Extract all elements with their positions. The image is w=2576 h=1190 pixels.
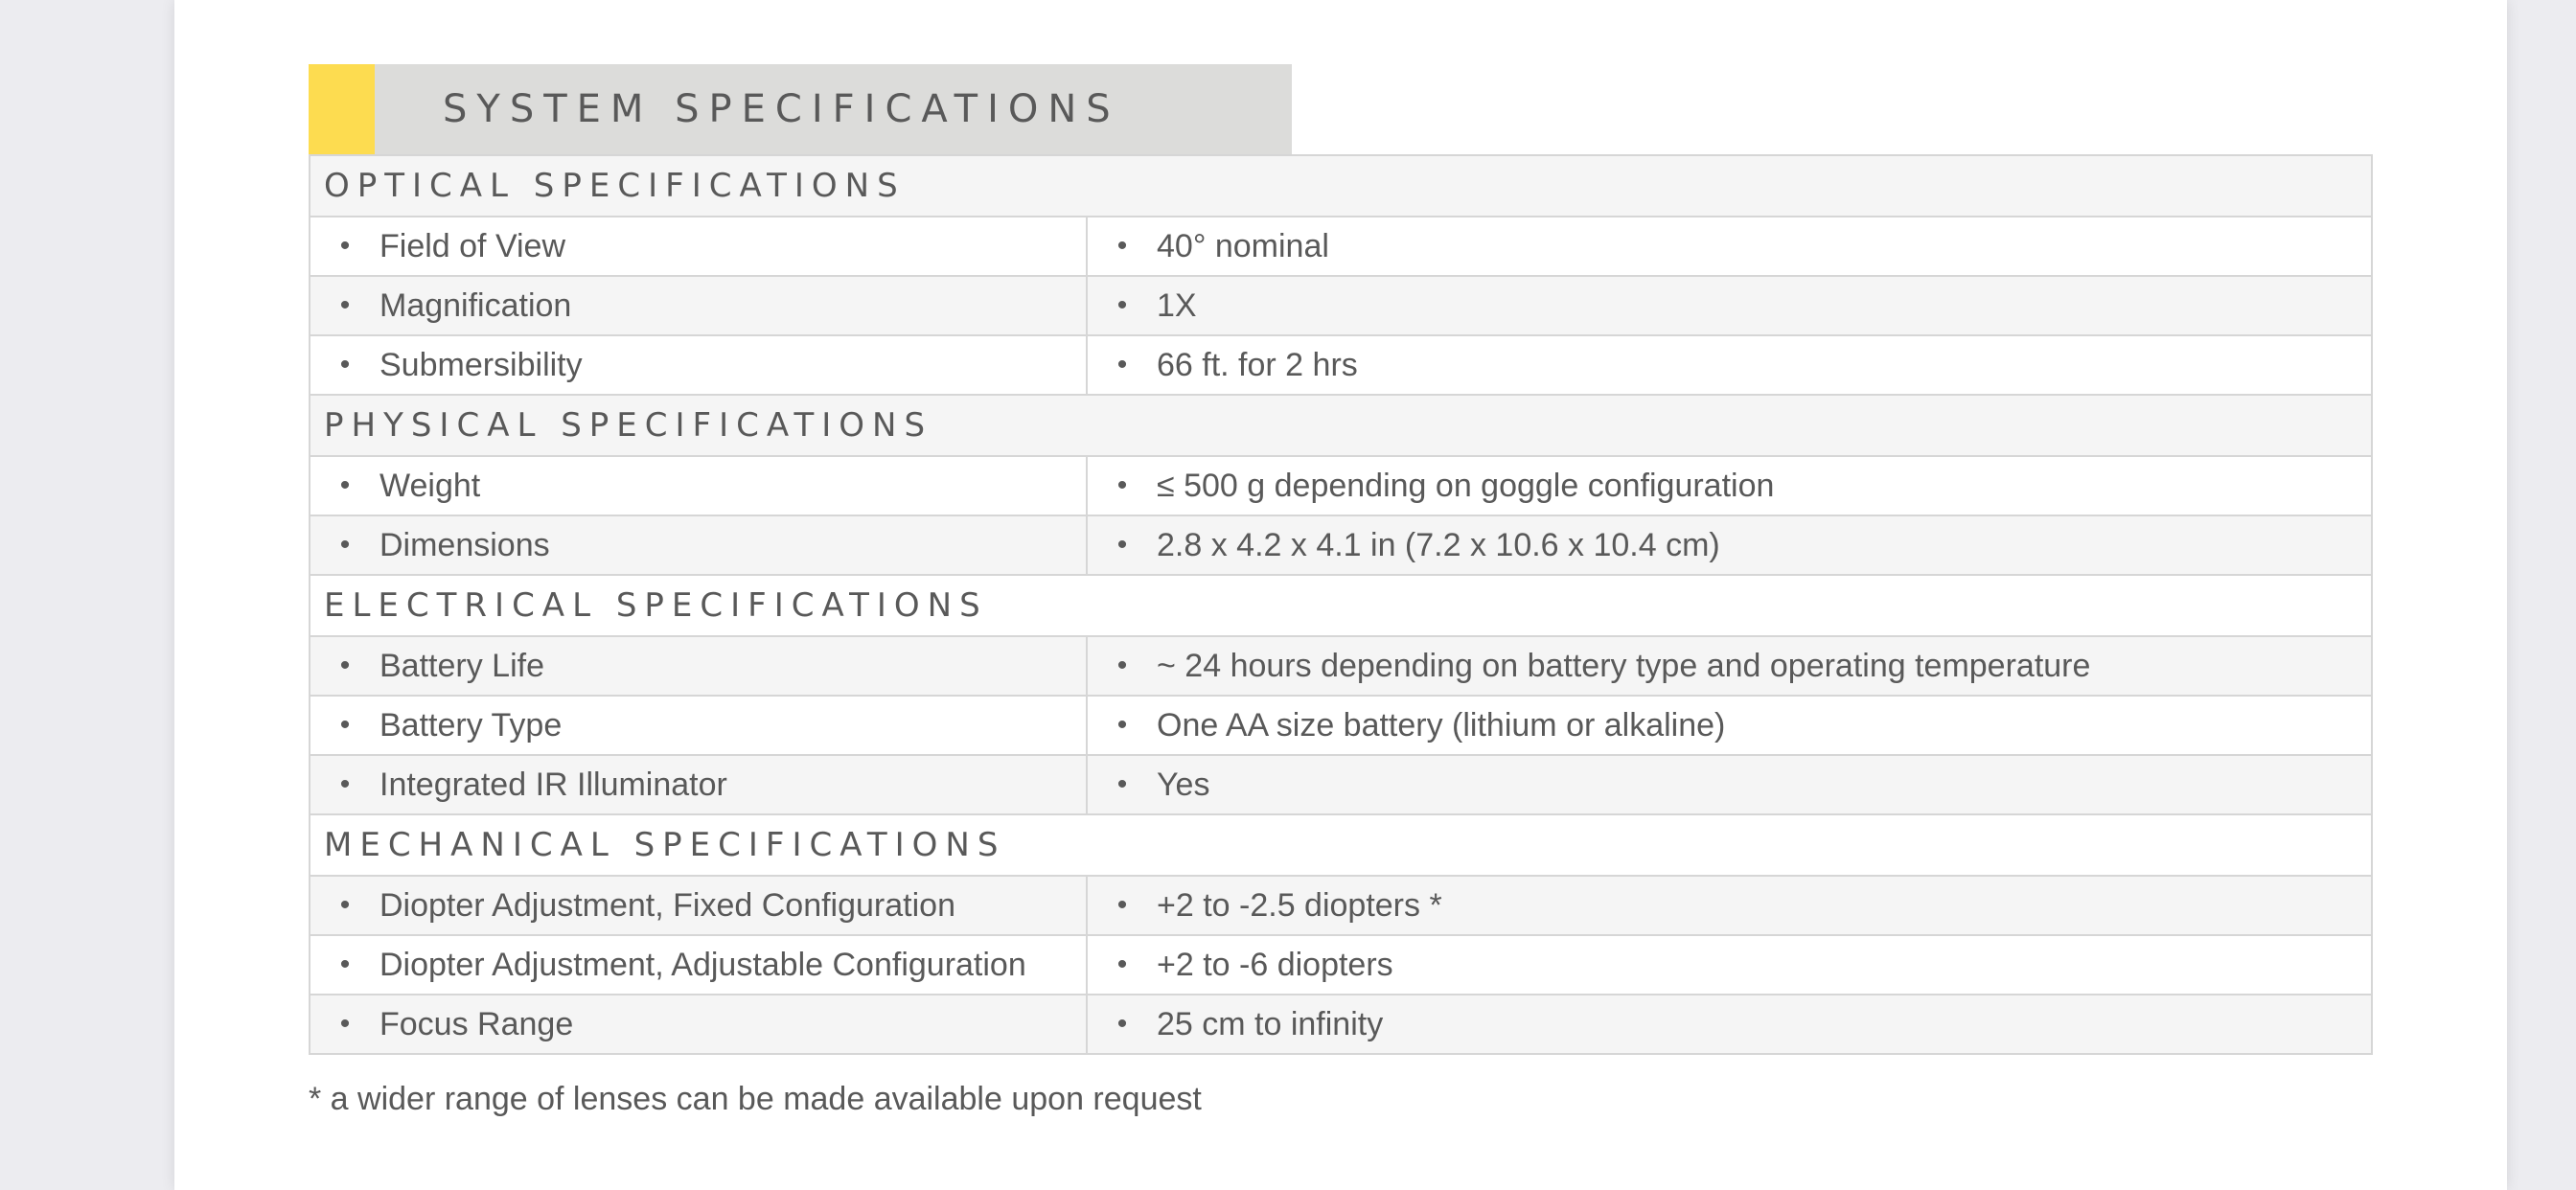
table-row	[310, 995, 2372, 1054]
bullet-icon: •	[1116, 889, 1128, 921]
section-heading-electrical: ELECTRICAL SPECIFICATIONS	[310, 575, 2372, 636]
table-row	[310, 217, 2372, 276]
spec-value: 2.8 x 4.2 x 4.1 in (7.2 x 10.6 x 10.4 cm)	[1157, 526, 1720, 563]
section-header-row	[310, 575, 2372, 636]
spec-label: Integrated IR Illuminator	[380, 766, 727, 803]
bullet-icon: •	[1116, 529, 1128, 561]
bullet-icon: •	[339, 650, 351, 681]
spec-label: Dimensions	[380, 526, 550, 563]
table-row	[310, 636, 2372, 696]
spec-label: Diopter Adjustment, Fixed Configuration	[380, 886, 955, 924]
document-page	[174, 0, 2507, 1190]
bullet-icon: •	[1116, 230, 1128, 262]
spec-value: ~ 24 hours depending on battery type and operating temperature	[1157, 647, 2091, 684]
spec-value: One AA size battery (lithium or alkaline)	[1157, 706, 1726, 744]
table-row	[310, 696, 2372, 755]
bullet-icon: •	[339, 349, 351, 380]
bullet-icon: •	[339, 289, 351, 321]
bullet-icon: •	[1116, 289, 1128, 321]
bullet-icon: •	[339, 889, 351, 921]
section-heading-physical: PHYSICAL SPECIFICATIONS	[310, 395, 2372, 456]
spec-value: 40° nominal	[1157, 227, 1329, 264]
table-row	[310, 515, 2372, 575]
spec-label: Field of View	[380, 227, 566, 264]
page-title: SYSTEM SPECIFICATIONS	[443, 87, 1120, 131]
section-header-row	[310, 814, 2372, 876]
bullet-icon: •	[1116, 709, 1128, 741]
bullet-icon: •	[1116, 949, 1128, 980]
table-row	[310, 456, 2372, 515]
section-heading-optical: OPTICAL SPECIFICATIONS	[310, 155, 2372, 217]
title-accent-block	[309, 64, 375, 155]
spec-label: Diopter Adjustment, Adjustable Configuration	[380, 946, 1026, 983]
spec-label: Magnification	[380, 286, 572, 324]
bullet-icon: •	[1116, 768, 1128, 800]
spec-value: 1X	[1157, 286, 1197, 324]
spec-label: Submersibility	[380, 346, 583, 383]
spec-value: ≤ 500 g depending on goggle configuration	[1157, 467, 1775, 504]
section-heading-mechanical: MECHANICAL SPECIFICATIONS	[310, 814, 2372, 876]
spec-label: Battery Type	[380, 706, 563, 744]
bullet-icon: •	[339, 709, 351, 741]
spec-value: +2 to -2.5 diopters *	[1157, 886, 1442, 924]
section-header-row	[310, 395, 2372, 456]
table-row	[310, 755, 2372, 814]
bullet-icon: •	[1116, 650, 1128, 681]
bullet-icon: •	[339, 1008, 351, 1040]
spec-label: Battery Life	[380, 647, 544, 684]
table-row	[310, 876, 2372, 935]
table-row	[310, 935, 2372, 995]
section-title-bar	[309, 64, 1292, 155]
spec-label: Weight	[380, 467, 481, 504]
bullet-icon: •	[1116, 469, 1128, 501]
spec-label: Focus Range	[380, 1005, 574, 1042]
table-row	[310, 276, 2372, 335]
specifications-table	[309, 154, 2373, 1055]
bullet-icon: •	[339, 949, 351, 980]
spec-value: +2 to -6 diopters	[1157, 946, 1393, 983]
spec-value: Yes	[1157, 766, 1210, 803]
table-row	[310, 335, 2372, 395]
bullet-icon: •	[1116, 1008, 1128, 1040]
bullet-icon: •	[339, 469, 351, 501]
bullet-icon: •	[339, 768, 351, 800]
bullet-icon: •	[339, 529, 351, 561]
footnote: * a wider range of lenses can be made available upon request	[309, 1081, 1202, 1117]
section-header-row	[310, 155, 2372, 217]
spec-value: 66 ft. for 2 hrs	[1157, 346, 1358, 383]
spec-value: 25 cm to infinity	[1157, 1005, 1384, 1042]
bullet-icon: •	[339, 230, 351, 262]
bullet-icon: •	[1116, 349, 1128, 380]
